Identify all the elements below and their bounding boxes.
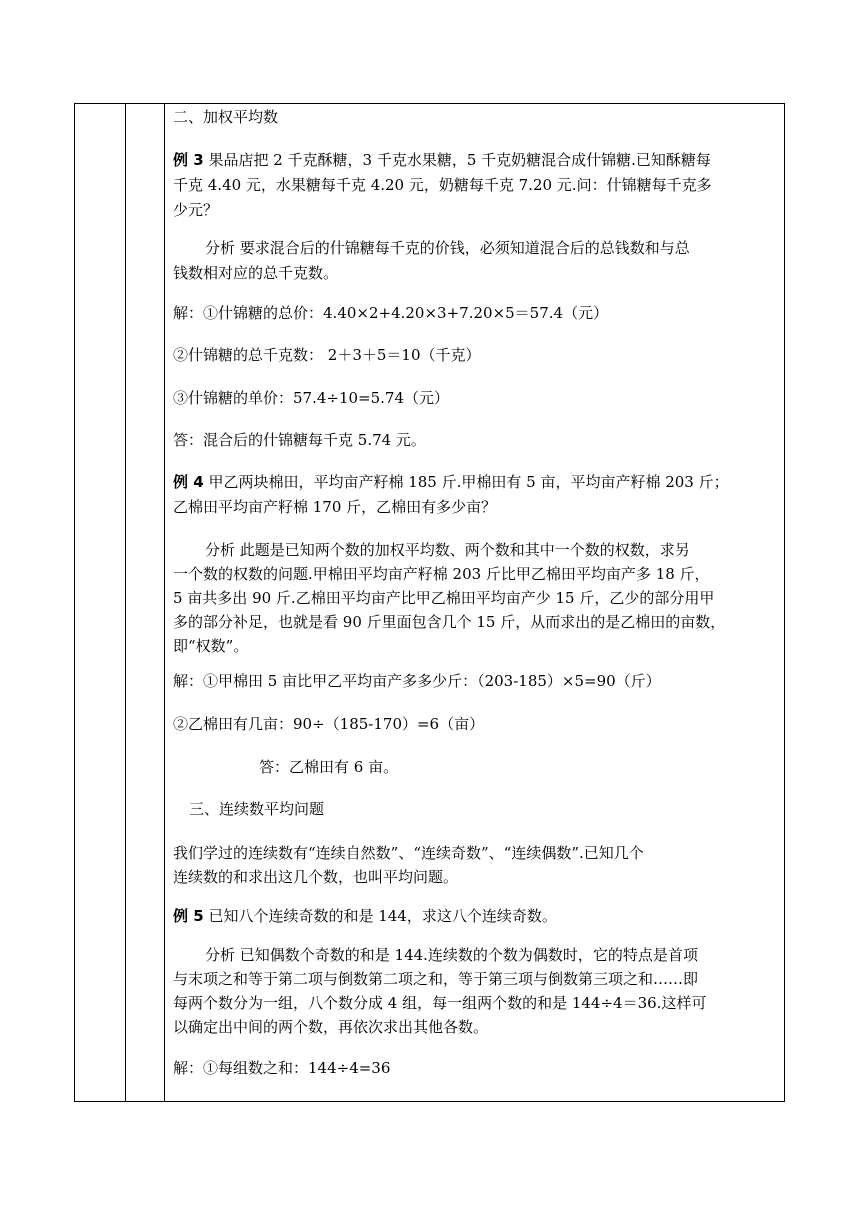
example-5-line-1: 例 5 已知八个连续奇数的和是 144，求这八个连续奇数。 [173, 907, 557, 925]
content-cell [173, 104, 774, 1101]
example-3-solution-3: ③什锦糖的单价：57.4÷10=5.74（元） [173, 389, 450, 407]
example-4-analysis-5: 即“权数”。 [173, 637, 249, 655]
example-5-analysis-1: 分析 已知偶数个奇数的和是 144.连续数的个数为偶数时，它的特点是首项 [205, 946, 698, 964]
example-4-line-2: 乙棉田平均亩产籽棉 170 斤，乙棉田有多少亩？ [173, 498, 497, 516]
example-4-analysis-1: 分析 此题是已知两个数的加权平均数、两个数和其中一个数的权数，求另 [205, 541, 690, 559]
section-heading-consecutive-numbers: 三、连续数平均问题 [189, 800, 325, 818]
example-5-analysis-3: 每两个数分为一组，八个数分成 4 组，每一组两个数的和是 144÷4＝36.这样可 [173, 994, 707, 1012]
example-3-answer: 答：混合后的什锦糖每千克 5.74 元。 [173, 431, 426, 449]
example-4-analysis-2: 一个数的权数的问题.甲棉田平均亩产籽棉 203 斤比甲乙棉田平均亩产多 18 斤， [173, 565, 710, 583]
column-divider-1 [125, 104, 126, 1101]
example-3-line-3: 少元？ [173, 201, 219, 219]
example-4-line-1: 例 4 甲乙两块棉田，平均亩产籽棉 185 斤.甲棉田有 5 亩，平均亩产籽棉 203 斤； [173, 473, 729, 491]
section-heading-weighted-average: 二、加权平均数 [173, 108, 279, 126]
example-3-analysis-2: 钱数相对应的总千克数。 [173, 264, 339, 282]
example-3-label: 例 3 [173, 151, 204, 169]
example-4-answer: 答：乙棉田有 6 亩。 [259, 758, 399, 776]
example-5-analysis-4: 以确定出中间的两个数，再依次求出其他各数。 [173, 1018, 489, 1036]
example-4-analysis-4: 多的部分补足，也就是看 90 斤里面包含几个 15 斤，从而求出的是乙棉田的亩数， [173, 613, 726, 631]
example-3-solution-1: 解：①什锦糖的总价：4.40×2+4.20×3+7.20×5＝57.4（元） [173, 304, 609, 322]
example-4-analysis-3: 5 亩共多出 90 斤.乙棉田平均亩产比甲乙棉田平均亩产少 15 斤，乙少的部分用甲 [173, 589, 715, 607]
column-divider-2 [164, 104, 165, 1101]
example-5-solution-1: 解：①每组数之和：144÷4=36 [173, 1059, 391, 1077]
example-3-solution-2: ②什锦糖的总千克数： 2＋3＋5＝10（千克） [173, 346, 481, 364]
example-4-solution-1: 解：①甲棉田 5 亩比甲乙平均亩产多多少斤：（203-185）×5=90（斤） [173, 672, 661, 690]
consecutive-intro-2: 连续数的和求出这几个数，也叫平均问题。 [173, 868, 459, 886]
example-3-analysis-1: 分析 要求混合后的什锦糖每千克的价钱，必须知道混合后的总钱数和与总 [205, 239, 690, 257]
example-5-label: 例 5 [173, 907, 204, 925]
table-frame [74, 103, 785, 1102]
example-4-label: 例 4 [173, 473, 204, 491]
example-3-line-1: 例 3 果品店把 2 千克酥糖，3 千克水果糖，5 千克奶糖混合成什锦糖.已知酥糖每 [173, 151, 711, 169]
example-5-analysis-2: 与末项之和等于第二项与倒数第二项之和，等于第三项与倒数第三项之和……即 [173, 970, 699, 988]
example-4-solution-2: ②乙棉田有几亩：90÷（185-170）=6（亩） [173, 715, 485, 733]
consecutive-intro-1: 我们学过的连续数有“连续自然数”、“连续奇数”、“连续偶数”.已知几个 [173, 844, 644, 862]
example-3-line-2: 千克 4.40 元，水果糖每千克 4.20 元，奶糖每千克 7.20 元.问：什锦糖每千克多 [173, 176, 712, 194]
